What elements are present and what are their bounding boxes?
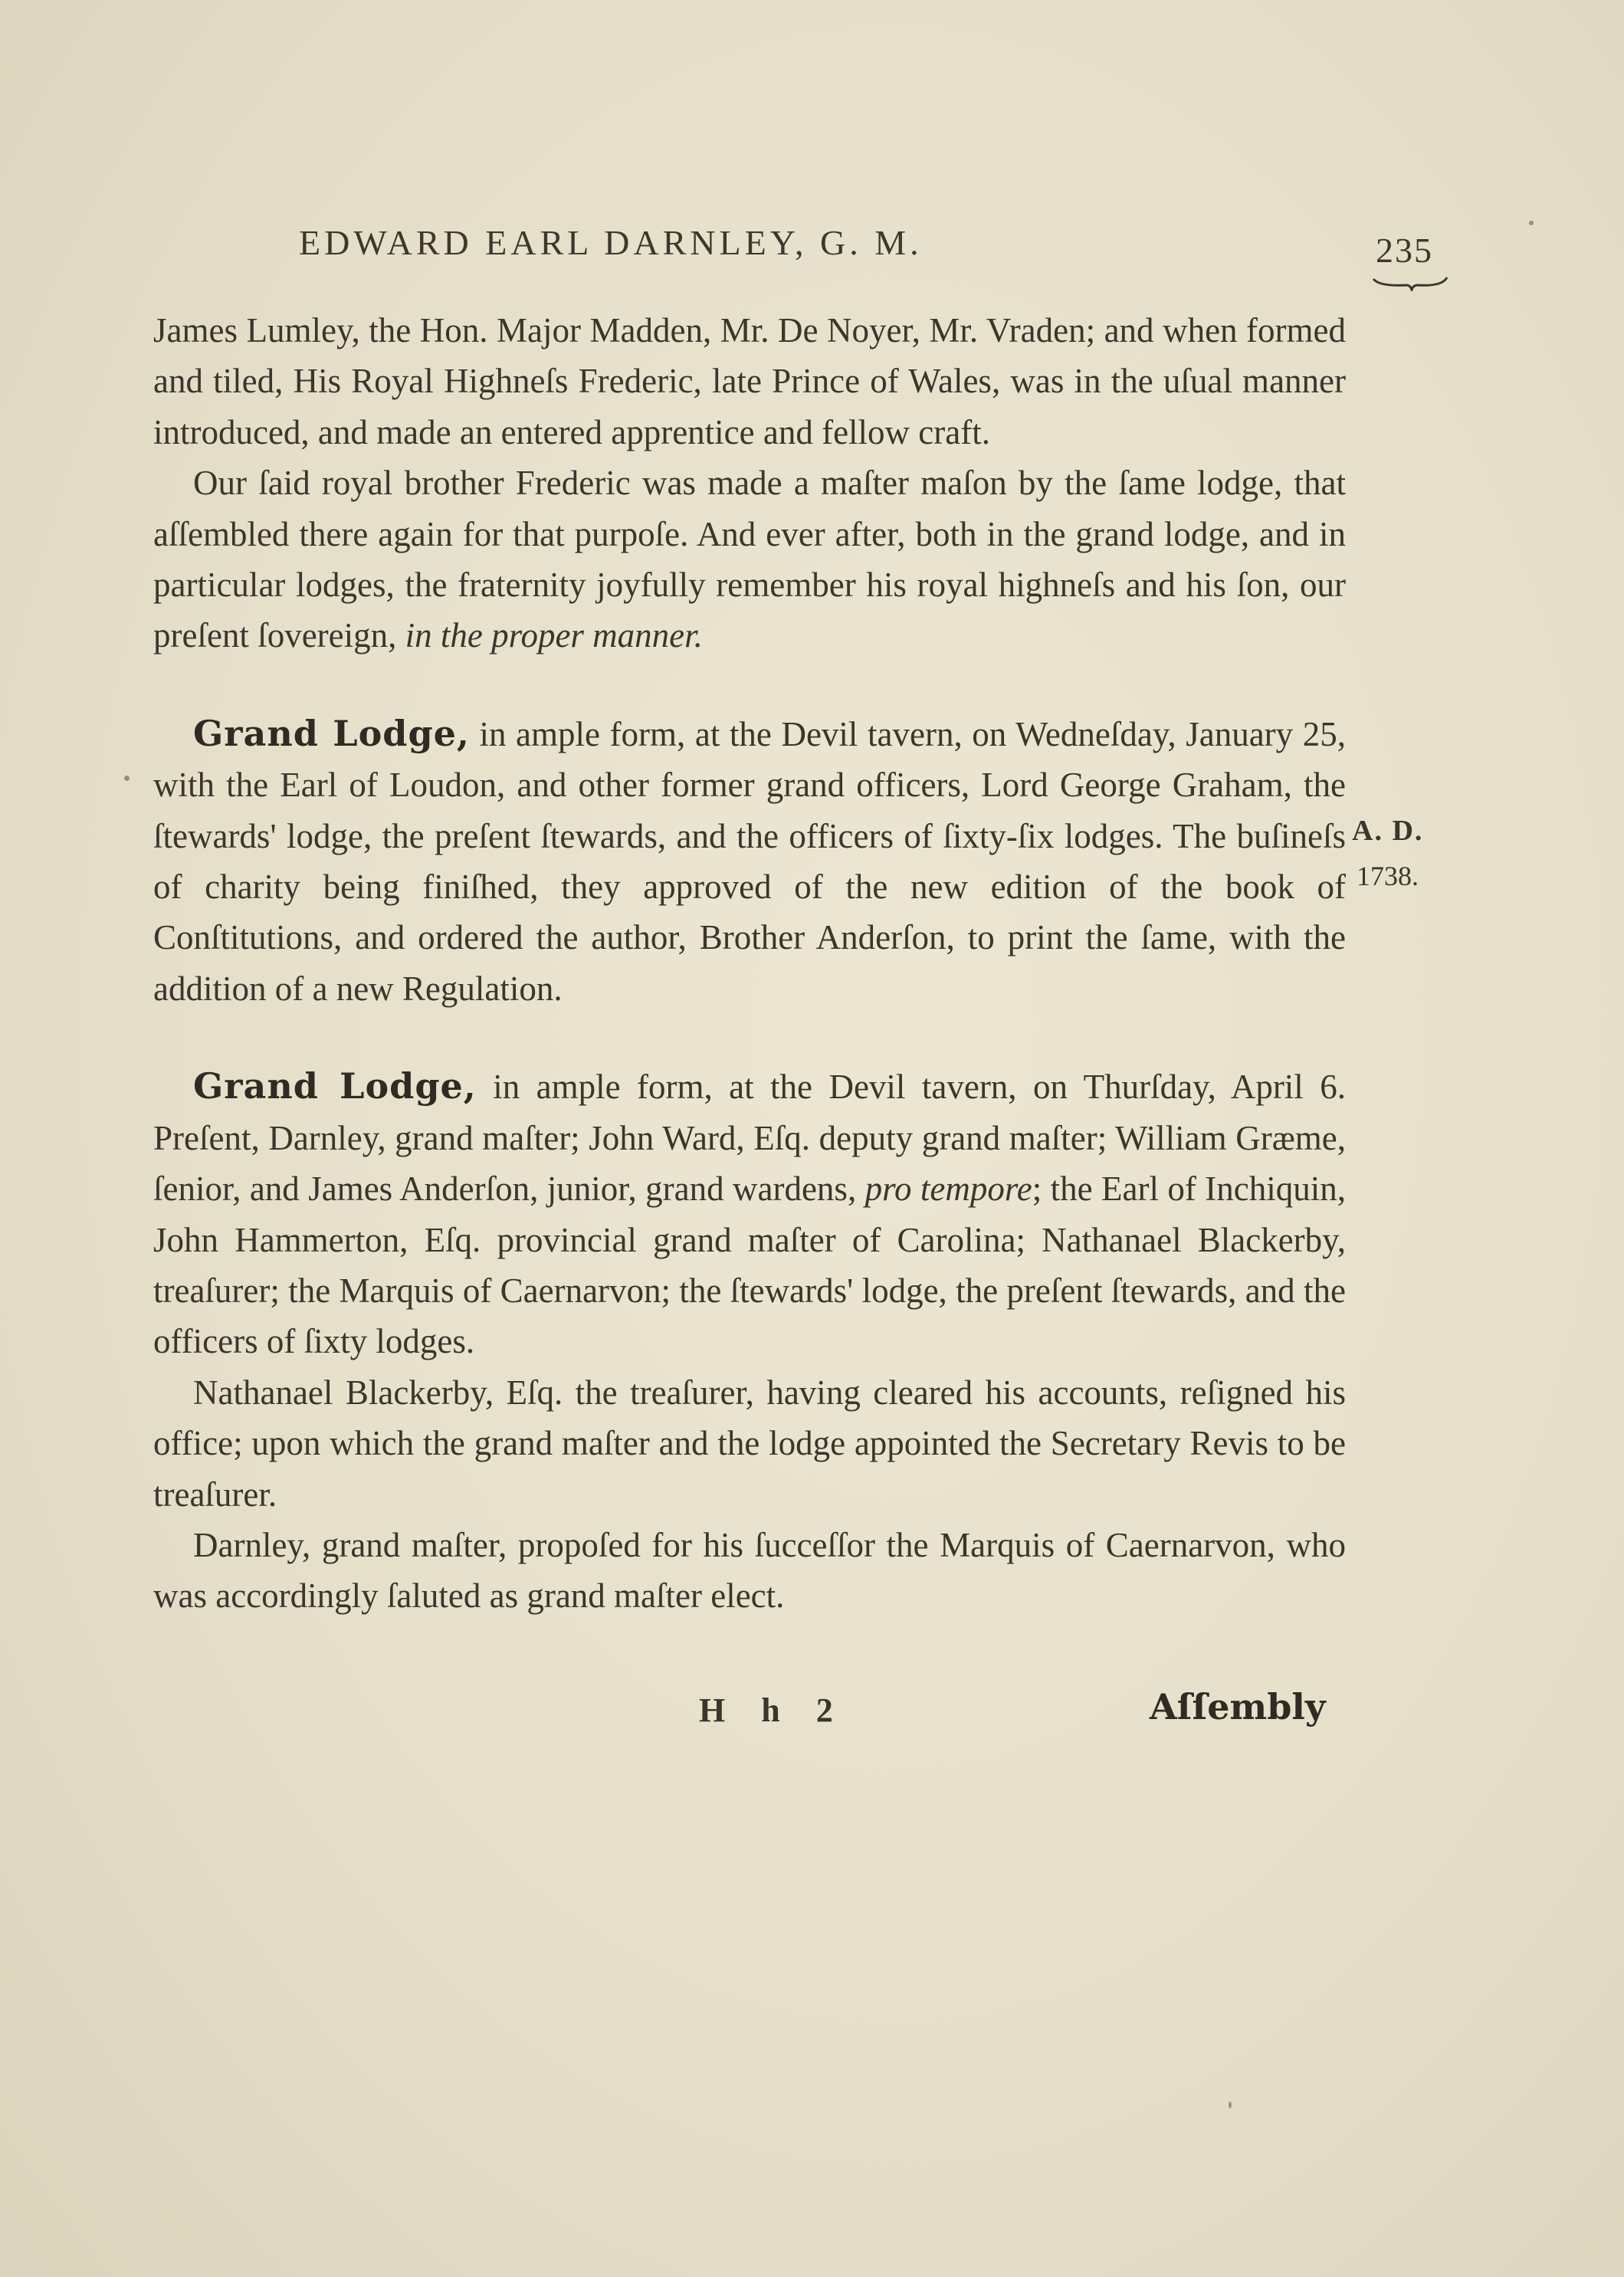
paragraph-2 bbox=[153, 458, 1346, 661]
paragraph-3 bbox=[153, 708, 1346, 1014]
paragraph-6 bbox=[153, 1520, 1346, 1622]
paragraph-4-text: in ample form, at the Devil tavern, on Thurſday, April 6. Preſent, Darnley, grand maſter; John Ward, Eſq. deputy grand maſter; William Græme, ſenior, and James Anderſon, junior, grand wardens, bbox=[153, 1068, 1346, 1209]
paragraph-1-text: James Lumley, the Hon. Major Madden, Mr. De Noyer, Mr. Vraden; and when formed and tiled, His Royal Highneſs Frederic, late Prince of Wales, was in the uſual manner introduced, and made an entered apprentice and fellow craft. bbox=[153, 311, 1346, 451]
grand-lodge-heading: Grand Lodge, bbox=[193, 712, 470, 754]
paragraph-2-text: Our ſaid royal brother Frederic was made a maſter maſon by the ſame lodge, that aſſembled there again for that purpoſe. And ever after, both in the grand lodge, and in particular lodges, the fraternity joyfully remember his royal highneſs and his ſon, our preſent ſovereign, bbox=[153, 464, 1346, 655]
paragraph-1 bbox=[153, 305, 1346, 458]
paper-speck bbox=[1529, 221, 1534, 225]
paper-speck bbox=[1229, 2101, 1232, 2108]
margin-note-year-label: A. D. bbox=[1352, 815, 1424, 847]
paragraph-5-text: Nathanael Blackerby, Eſq. the treaſurer, having cleared his accounts, reſigned his office; upon which the grand maſter and the lodge appointed the Secretary Revis to be treaſurer. bbox=[153, 1373, 1346, 1514]
margin-note-year: 1738. bbox=[1357, 861, 1419, 891]
paragraph-4-italic: pro tempore bbox=[864, 1170, 1032, 1209]
paragraph-4 bbox=[153, 1061, 1346, 1367]
running-head: EDWARD EARL DARNLEY, G. M. bbox=[299, 223, 923, 262]
paragraph-5 bbox=[153, 1367, 1346, 1520]
catchword: Aſſembly bbox=[1150, 1686, 1326, 1727]
paragraph-4-text-cont: ; the Earl of Inchiquin, John Hammerton, Eſq. provincial grand maſter of Carolina; Nathanael Blackerby, treaſurer; the Marquis of Caernarvon; the ſtewards' lodge, the preſent ſtewards, and the officers of ſixty lodges. bbox=[153, 1170, 1346, 1361]
signature-mark: H h 2 bbox=[699, 1691, 847, 1729]
grand-lodge-heading: Grand Lodge, bbox=[193, 1065, 477, 1107]
page-number: 235 bbox=[1376, 231, 1433, 270]
paragraph-2-italic: in the proper manner. bbox=[405, 616, 703, 655]
paragraph-6-text: Darnley, grand maſter, propoſed for his ſucceſſor the Marquis of Caernarvon, who was accordingly ſaluted as grand maſter elect. bbox=[153, 1525, 1346, 1616]
paragraph-3-text: in ample form, at the Devil tavern, on Wedneſday, January 25, with the Earl of Loudon, and other former grand officers, Lord George Graham, the ſtewards' lodge, the preſent ſtewards, and the officers of ſixty-ſix lodges. The buſineſs of charity being finiſhed, they approved of the new edition of the book of Conſtitutions, and ordered the author, Brother Anderſon, to print the ſame, with the addition of a new Regulation. bbox=[153, 714, 1346, 1008]
paper-speck bbox=[124, 776, 130, 781]
brace-ornament bbox=[1372, 276, 1448, 291]
body-text bbox=[153, 305, 1346, 1622]
